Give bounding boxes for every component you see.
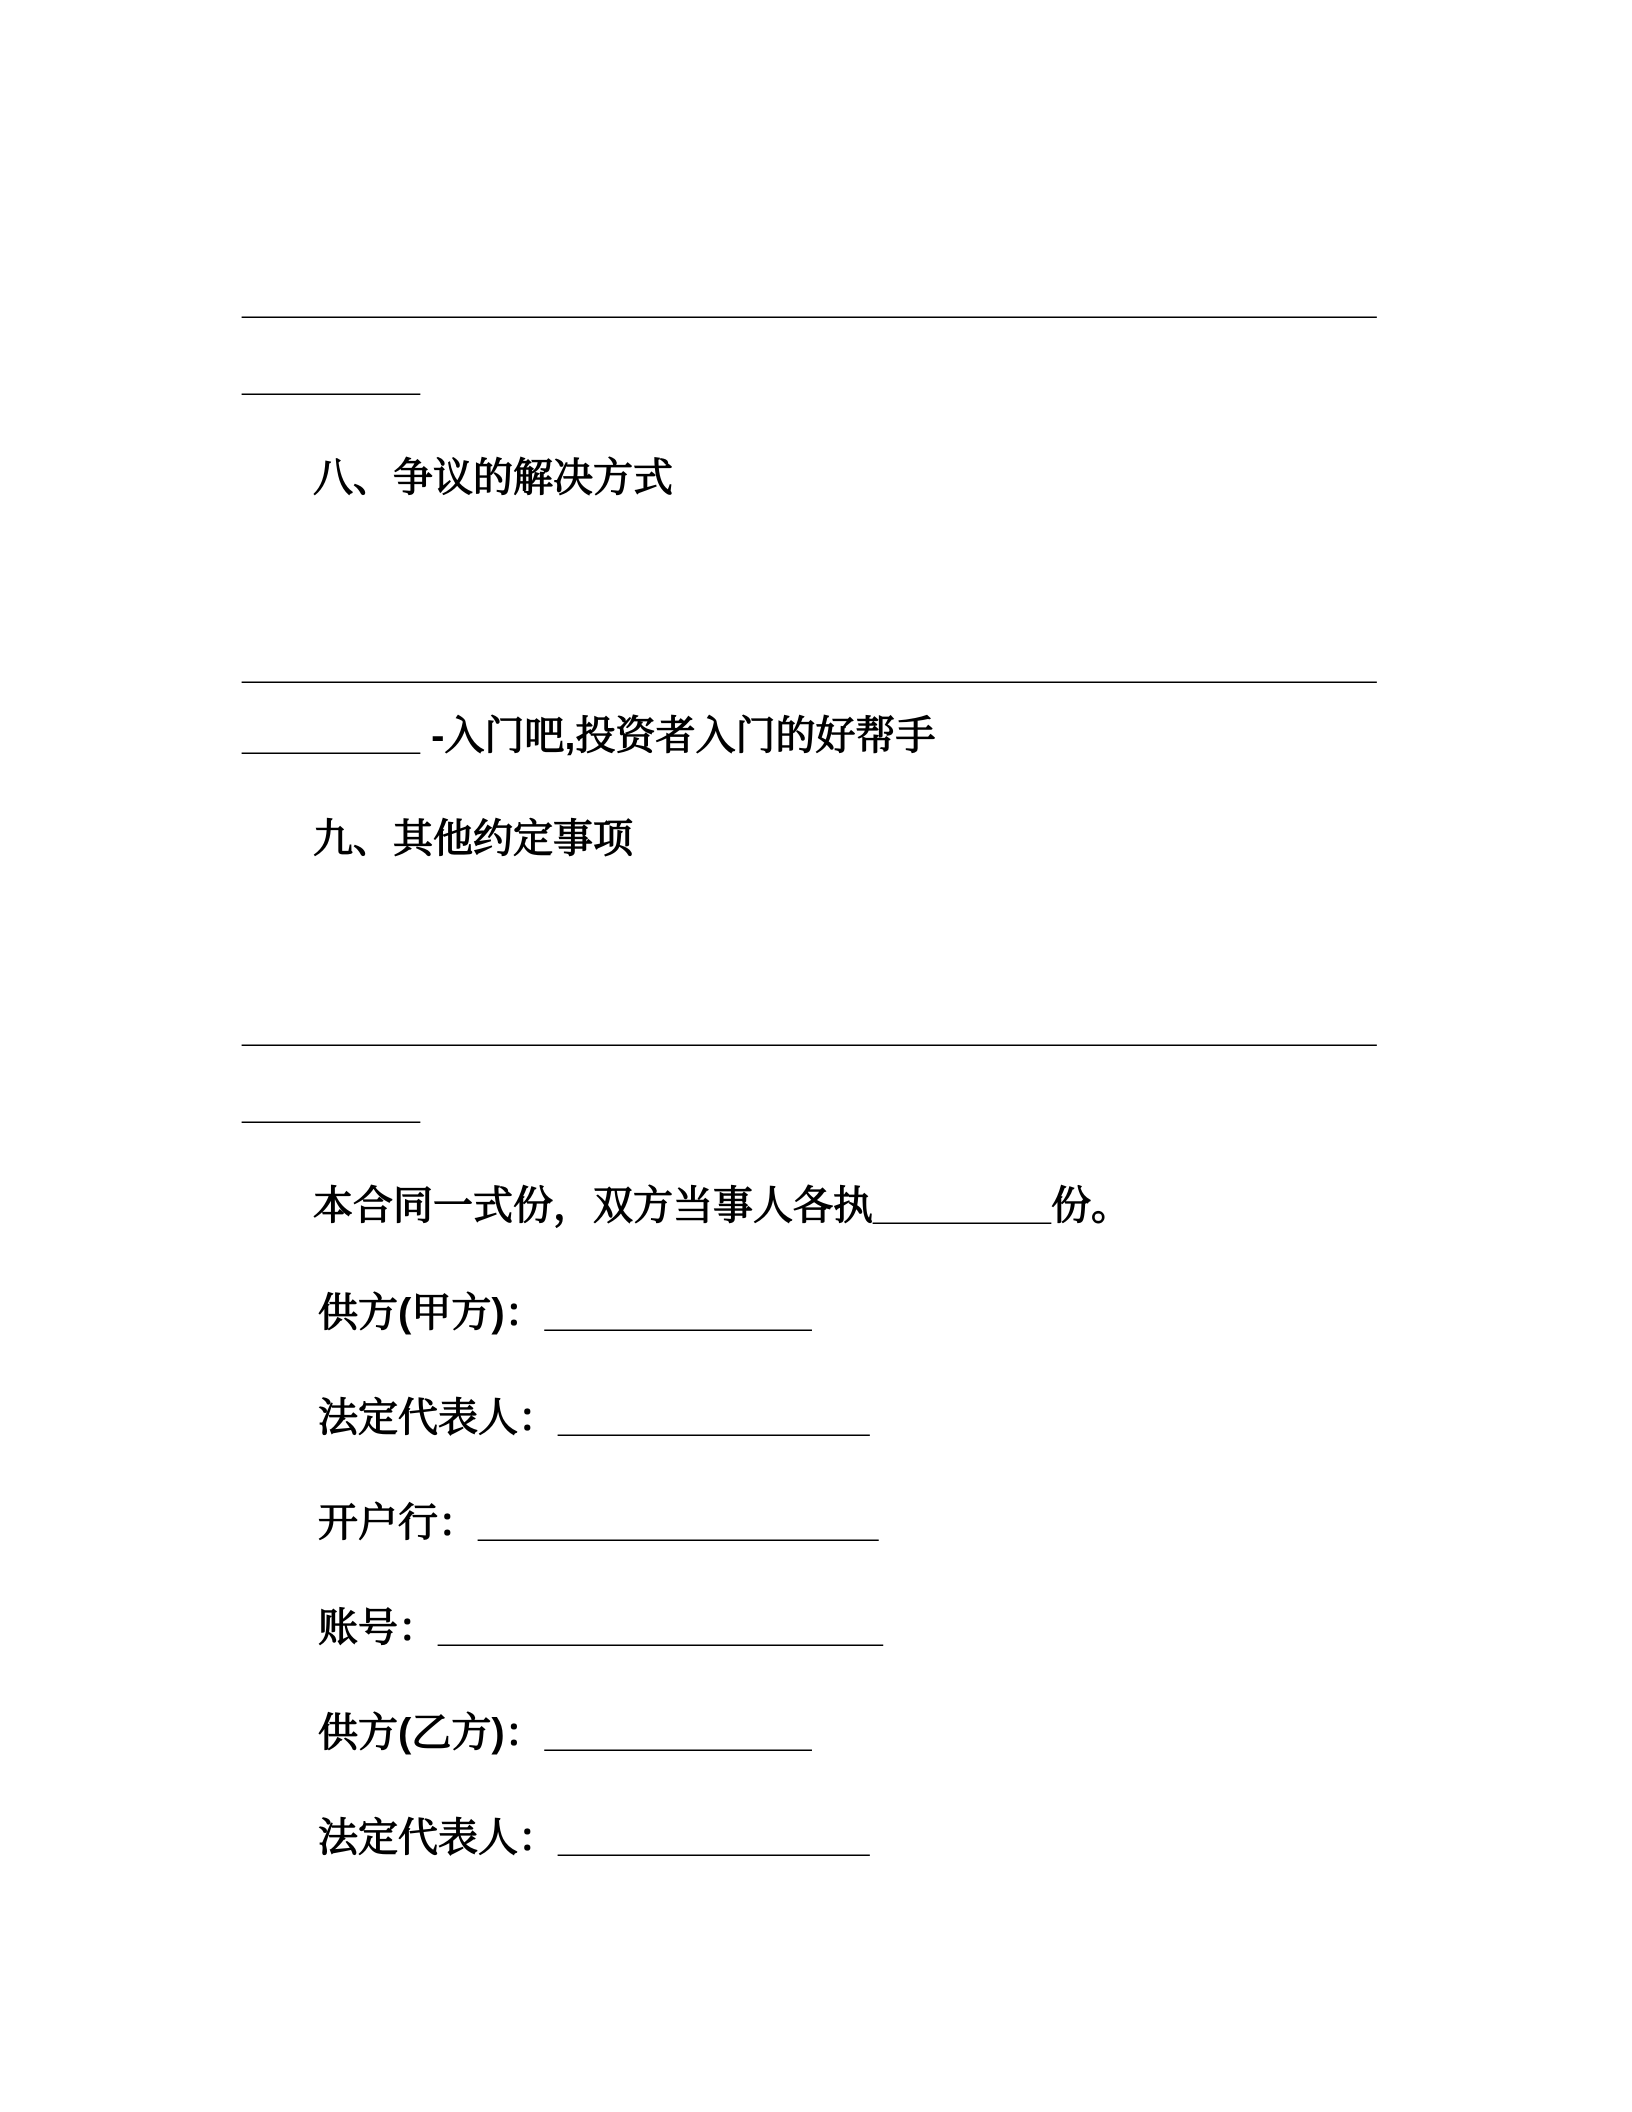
legal-representative-a-line: 法定代表人：______________ <box>318 1396 870 1440</box>
contract-copies-clause: 本合同一式份，双方当事人各执________份。 <box>313 1184 1131 1228</box>
account-number-line: 账号：____________________ <box>318 1606 883 1650</box>
supplier-party-a-line: 供方(甲方)：____________ <box>318 1291 812 1335</box>
fill-blank-line-long-2: ___________________________________________________ <box>242 643 1377 687</box>
supplier-party-b-line: 供方(乙方)：____________ <box>318 1711 812 1755</box>
promo-text-line: ________ -入门吧,投资者入门的好帮手 <box>242 714 936 758</box>
fill-blank-line-tail-3: ________ <box>242 1083 420 1127</box>
section-heading-other-matters: 九、其他约定事项 <box>313 817 633 861</box>
fill-blank-line-tail-1: ________ <box>242 355 420 399</box>
fill-blank-line-long-3: ___________________________________________________ <box>242 1006 1377 1050</box>
section-heading-dispute-resolution: 八、争议的解决方式 <box>313 456 673 500</box>
bank-of-deposit-line: 开户行：__________________ <box>318 1501 879 1545</box>
fill-blank-line-long-1: ___________________________________________________ <box>242 278 1377 322</box>
legal-representative-b-line: 法定代表人：______________ <box>318 1816 870 1860</box>
